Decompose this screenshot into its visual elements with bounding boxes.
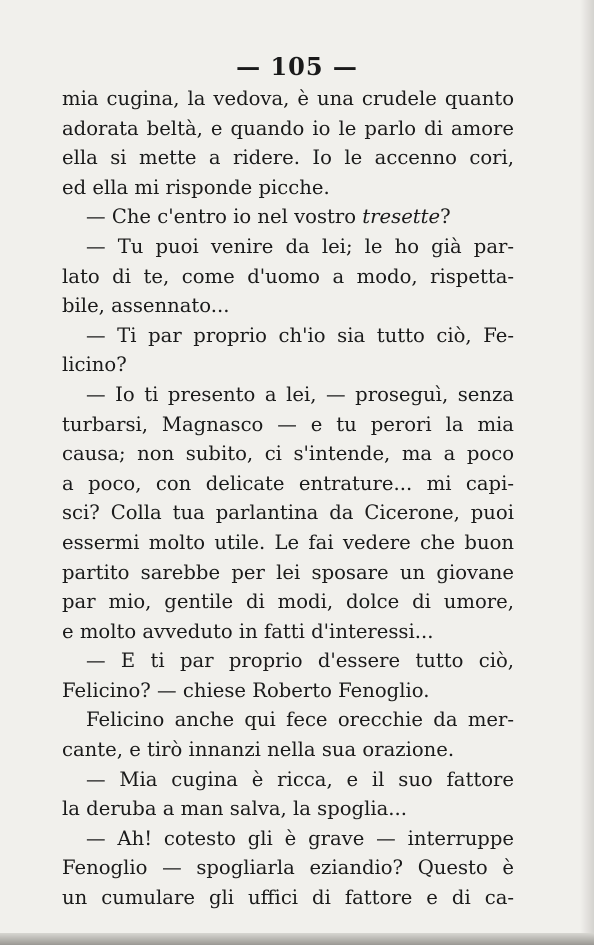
text-line: mia cugina, la vedova, è una crudele quanto [62, 87, 514, 110]
text-line: Felicino anche qui fece orecchie da mer- [86, 708, 514, 732]
text-line: ella si mette a ridere. Io le accenno cori, [62, 146, 514, 170]
text-line: a poco, con delicate entrature... mi capi- [62, 471, 514, 495]
text-line: — E ti par proprio d'essere tutto ciò, [86, 649, 514, 673]
text-line: — Che c'entro io nel vostro tresette? [86, 205, 451, 229]
text-line: essermi molto utile. Le fai vedere che buon [62, 530, 514, 554]
text-line: — Mia cugina è ricca, e il suo fattore [86, 767, 514, 791]
text-line: Felicino? — chiese Roberto Fenoglio. [62, 678, 430, 702]
text-line: un cumulare gli uffici di fattore e di ca- [62, 886, 514, 910]
text-line: lato di te, come d'uomo a modo, rispetta- [62, 264, 514, 288]
text-line: licino? [62, 353, 127, 377]
page-number: — 105 — [236, 52, 358, 81]
text-line: causa; non subito, ci s'intende, ma a poco [62, 442, 514, 466]
text-line: adorata beltà, e quando io le parlo di amore [62, 116, 514, 140]
text-line: — Tu puoi venire da lei; le ho già par- [86, 234, 514, 258]
page-edge-shadow [580, 0, 594, 945]
text-line: la deruba a man salva, la spoglia... [62, 797, 407, 821]
text-line: — Ti par proprio ch'io sia tutto ciò, Fe- [86, 323, 514, 347]
text-line: par mio, gentile di modi, dolce di umore, [62, 590, 514, 614]
page-bottom-edge [0, 933, 594, 945]
page-text [62, 84, 514, 913]
text-line: — Ah! cotesto gli è grave — interruppe [86, 826, 514, 850]
emphasized-word: tresette [362, 205, 441, 229]
text-line: sci? Colla tua parlantina da Cicerone, puoi [62, 501, 514, 525]
text-line: cante, e tirò innanzi nella sua orazione. [62, 738, 455, 762]
text-line: e molto avveduto in fatti d'interessi... [62, 619, 434, 643]
text-line: turbarsi, Magnasco — e tu perori la mia [62, 412, 514, 436]
text-line: bile, assennato... [62, 294, 230, 318]
text-line: partito sarebbe per lei sposare un giovane [62, 560, 514, 584]
text-line: ed ella mi risponde picche. [62, 175, 330, 199]
text-line: Fenoglio — spogliarla eziandio? Questo è [62, 856, 514, 880]
text-line: — Io ti presento a lei, — proseguì, senza [86, 382, 514, 406]
